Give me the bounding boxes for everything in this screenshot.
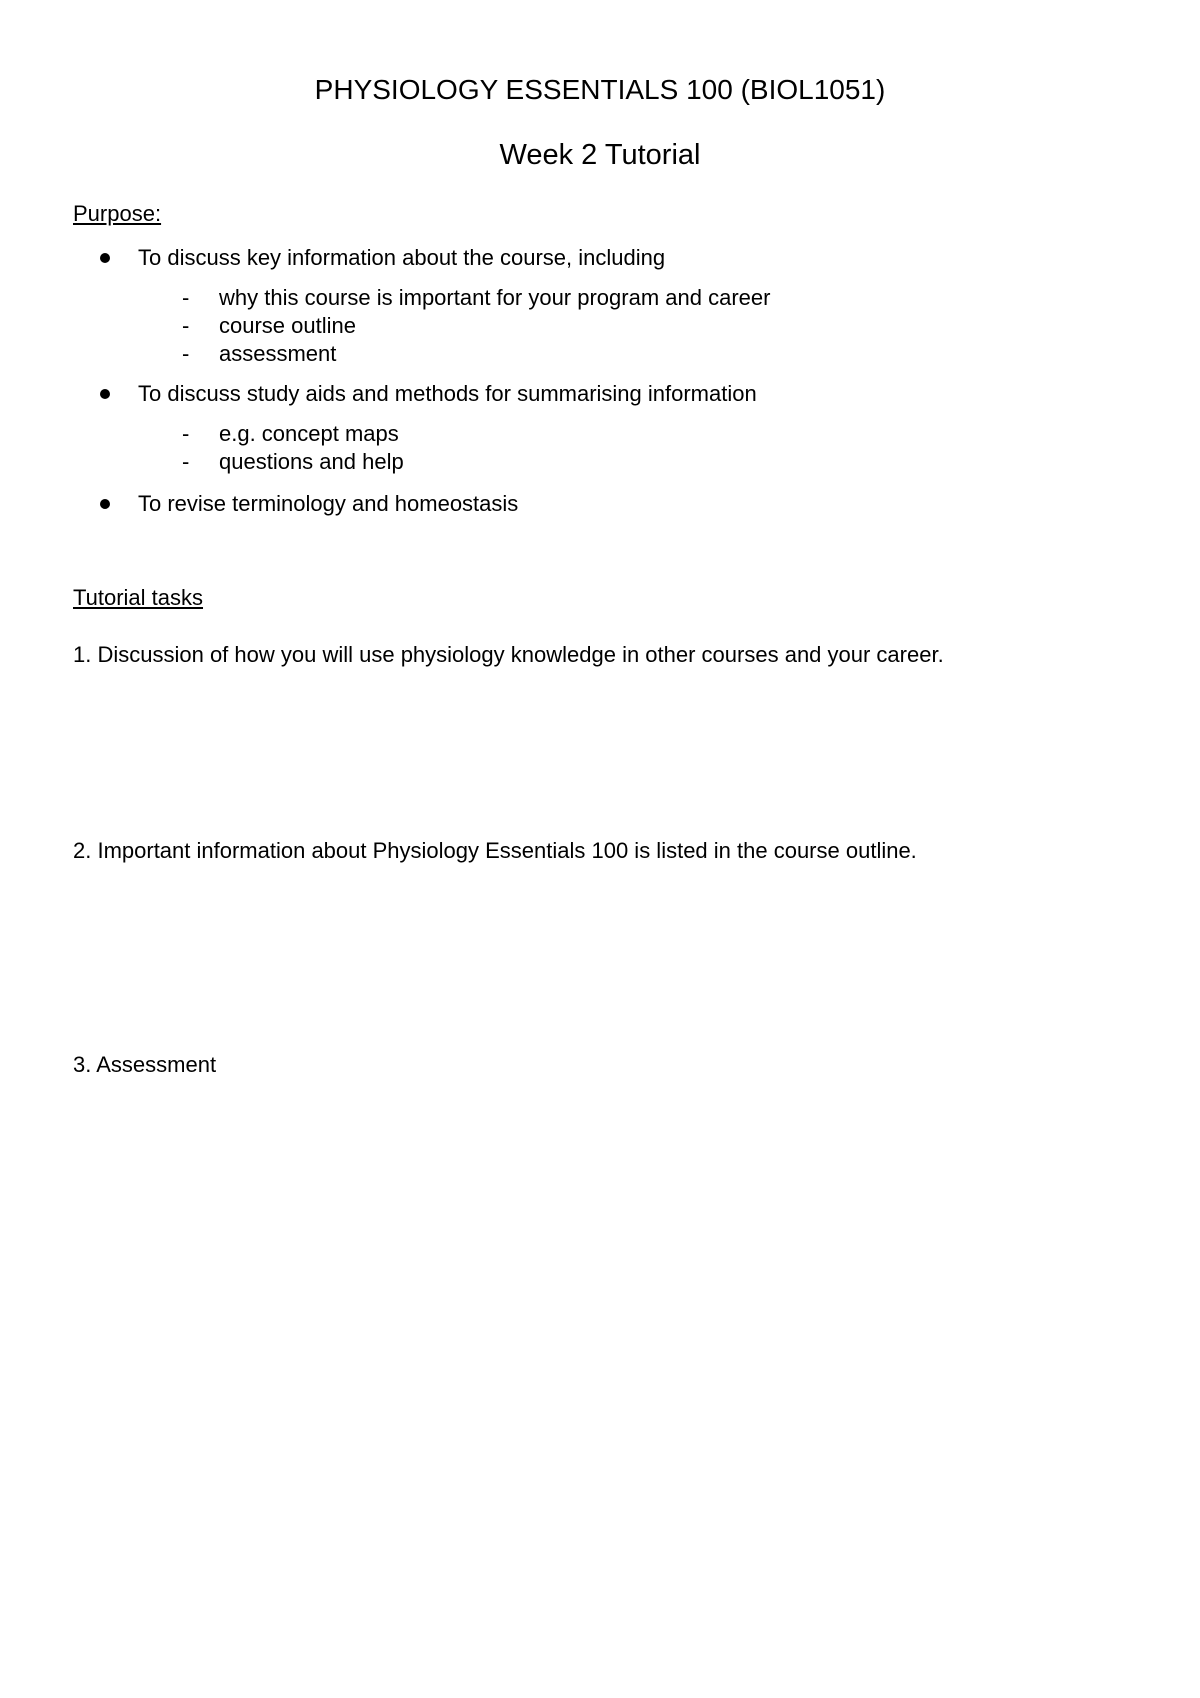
task-item: 3. Assessment bbox=[73, 1052, 217, 1077]
dash-icon: - bbox=[182, 449, 190, 474]
dash-icon: - bbox=[182, 341, 190, 366]
purpose-heading: Purpose: bbox=[73, 201, 162, 226]
task-item: 2. Important information about Physiology Essentials 100 is listed in the course outline. bbox=[73, 838, 917, 863]
purpose-subitem-text: why this course is important for your program and career bbox=[219, 285, 771, 310]
purpose-subitem-text: e.g. concept maps bbox=[219, 421, 399, 446]
dash-icon: - bbox=[182, 421, 190, 446]
purpose-item-text: To discuss key information about the course, including bbox=[138, 245, 666, 270]
dash-icon: - bbox=[182, 313, 190, 338]
bullet-icon bbox=[100, 253, 110, 263]
purpose-subitem-text: assessment bbox=[219, 341, 337, 366]
bullet-icon bbox=[100, 389, 110, 399]
document-title: PHYSIOLOGY ESSENTIALS 100 (BIOL1051) bbox=[314, 74, 886, 105]
purpose-item-text: To discuss study aids and methods for summarising information bbox=[138, 381, 757, 406]
purpose-subitem-text: questions and help bbox=[219, 449, 404, 474]
dash-icon: - bbox=[182, 285, 190, 310]
purpose-subitem-text: course outline bbox=[219, 313, 356, 338]
purpose-item-text: To revise terminology and homeostasis bbox=[138, 491, 519, 516]
task-item: 1. Discussion of how you will use physiology knowledge in other courses and your career. bbox=[73, 642, 944, 667]
tasks-heading: Tutorial tasks bbox=[73, 585, 204, 610]
document-subtitle: Week 2 Tutorial bbox=[499, 139, 701, 171]
bullet-icon bbox=[100, 499, 110, 509]
